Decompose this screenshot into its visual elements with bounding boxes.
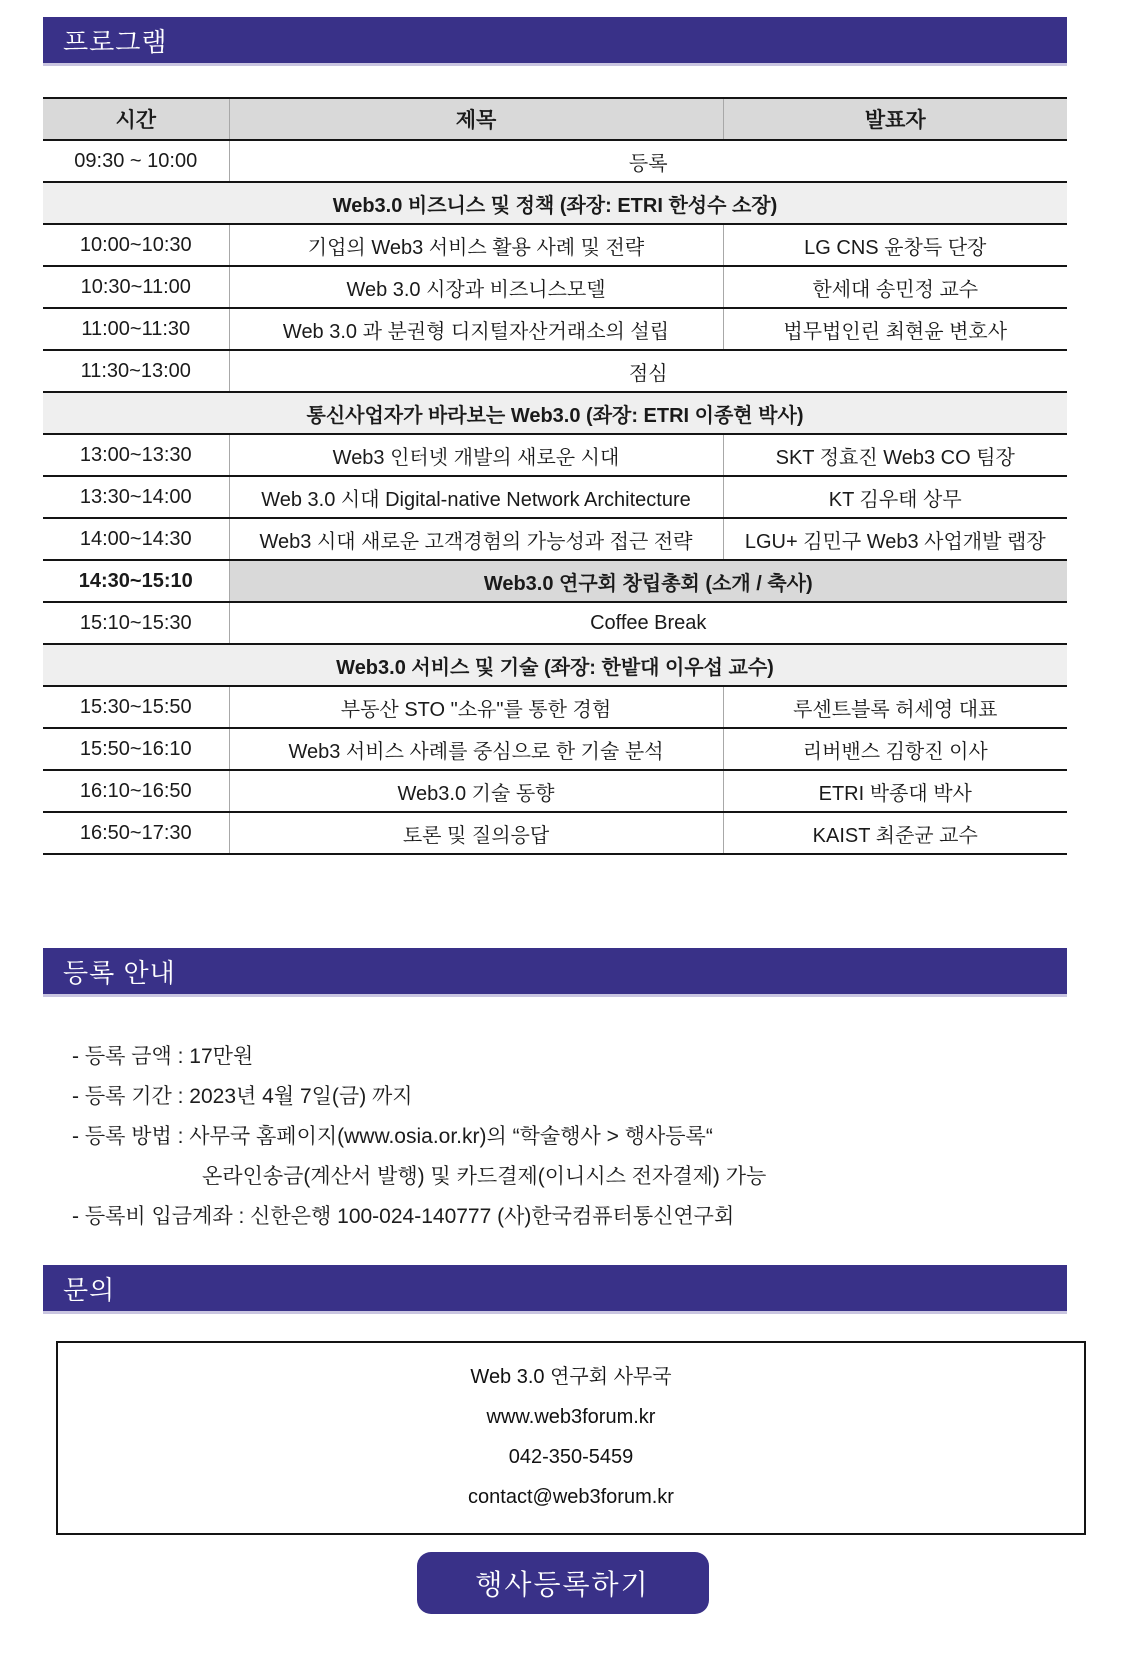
title-cell: Web3 시대 새로운 고객경험의 가능성과 접근 전략 (229, 518, 723, 560)
registration-line: - 등록 금액 : 17만원 (72, 1045, 254, 1068)
time-cell: 16:10~16:50 (43, 770, 229, 812)
contact-line: contact@web3forum.kr (468, 1486, 674, 1508)
presenter-cell: 한세대 송민정 교수 (812, 278, 979, 301)
section-row (43, 182, 1067, 224)
time-cell: 15:10~15:30 (43, 602, 229, 644)
registration-section-title: 등록 안내 (63, 957, 176, 988)
title-cell: Web 3.0 시대 Digital-native Network Architecture (229, 476, 723, 518)
program-section-title: 프로그램 (63, 26, 168, 57)
merged-cell: Coffee Break (590, 611, 707, 634)
presenter-cell: KAIST 최준균 교수 (812, 824, 978, 847)
title-cell: Web3.0 기술 동향 (229, 770, 723, 812)
session-row (43, 434, 1067, 476)
session-row (43, 266, 1067, 308)
session-row (43, 308, 1067, 350)
inquiry-section-title: 문의 (63, 1274, 116, 1305)
program-section-header (43, 17, 1067, 66)
time-cell: 11:30~13:00 (43, 350, 229, 392)
presenter-cell: LG CNS 윤창득 단장 (804, 236, 987, 259)
time-cell: 16:50~17:30 (43, 812, 229, 854)
table-header-cell: 시간 (43, 98, 229, 140)
presenter-cell: 법무법인린 최현윤 변호사 (783, 320, 1008, 343)
title-cell: Web 3.0 과 분권형 디지털자산거래소의 설립 (229, 308, 723, 350)
table-header-cell: 발표자 (723, 98, 1067, 140)
assembly-row (43, 560, 1067, 602)
merged-row (43, 350, 1067, 392)
section-row (43, 644, 1067, 686)
registration-line: 온라인송금(계산서 발행) 및 카드결제(이니시스 전자결제) 가능 (202, 1165, 767, 1188)
presenter-cell: LGU+ 김민구 Web3 사업개발 랩장 (744, 530, 1046, 553)
session-row (43, 476, 1067, 518)
time-cell: 13:30~14:00 (43, 476, 229, 518)
table-header-row (43, 98, 1067, 140)
merged-row (43, 140, 1067, 182)
registration-section-header (43, 948, 1067, 997)
title-cell: Web 3.0 시장과 비즈니스모델 (229, 266, 723, 308)
registration-line: - 등록 방법 : 사무국 홈페이지(www.osia.or.kr)의 “학술행사 > 행사등록“ (72, 1125, 713, 1148)
merged-cell: 점심 (628, 362, 668, 385)
program-table-head (43, 98, 1067, 140)
time-cell: 15:30~15:50 (43, 686, 229, 728)
register-button[interactable]: 행사등록하기 (417, 1552, 709, 1614)
program-table (43, 97, 1067, 855)
contact-line: www.web3forum.kr (486, 1406, 656, 1428)
time-cell: 14:30~15:10 (43, 560, 229, 602)
presenter-cell: ETRI 박종대 박사 (818, 782, 972, 805)
title-cell: 부동산 STO "소유"를 통한 경험 (229, 686, 723, 728)
merged-cell: 등록 (628, 152, 668, 175)
time-cell: 15:50~16:10 (43, 728, 229, 770)
section-title-cell: 통신사업자가 바라보는 Web3.0 (좌장: ETRI 이종현 박사) (43, 392, 1067, 434)
session-row (43, 728, 1067, 770)
program-table-body (43, 140, 1067, 854)
section-title-cell: Web3.0 서비스 및 기술 (좌장: 한밭대 이우섭 교수) (43, 644, 1067, 686)
presenter-cell: SKT 정효진 Web3 CO 팀장 (775, 446, 1015, 469)
inquiry-section-header (43, 1265, 1067, 1314)
presenter-cell: 리버밴스 김항진 이사 (802, 740, 988, 763)
table-header-cell: 제목 (229, 98, 723, 140)
contact-line: Web 3.0 연구회 사무국 (470, 1366, 672, 1388)
presenter-cell: KT 김우태 상무 (828, 488, 962, 511)
session-row (43, 812, 1067, 854)
contact-box (56, 1341, 1086, 1535)
time-cell: 14:00~14:30 (43, 518, 229, 560)
time-cell: 10:30~11:00 (43, 266, 229, 308)
section-title-cell: Web3.0 비즈니스 및 정책 (좌장: ETRI 한성수 소장) (43, 182, 1067, 224)
session-row (43, 224, 1067, 266)
session-row (43, 770, 1067, 812)
time-cell: 13:00~13:30 (43, 434, 229, 476)
presenter-cell: 루센트블록 허세영 대표 (793, 698, 998, 721)
title-cell: 토론 및 질의응답 (229, 812, 723, 854)
title-cell: 기업의 Web3 서비스 활용 사례 및 전략 (229, 224, 723, 266)
session-row (43, 518, 1067, 560)
time-cell: 09:30 ~ 10:00 (43, 140, 229, 182)
time-cell: 10:00~10:30 (43, 224, 229, 266)
event-program-page (43, 0, 1067, 1535)
section-row (43, 392, 1067, 434)
contact-line: 042-350-5459 (508, 1446, 634, 1468)
merged-cell: Web3.0 연구회 창립총회 (소개 / 축사) (229, 560, 1067, 602)
registration-info (43, 1037, 1067, 1237)
register-button-row (0, 1552, 1125, 1614)
session-row (43, 686, 1067, 728)
title-cell: Web3 서비스 사례를 중심으로 한 기술 분석 (229, 728, 723, 770)
time-cell: 11:00~11:30 (43, 308, 229, 350)
registration-line: - 등록 기간 : 2023년 4월 7일(금) 까지 (72, 1085, 413, 1108)
merged-row (43, 602, 1067, 644)
registration-line: - 등록비 입금계좌 : 신한은행 100-024-140777 (사)한국컴퓨터통신연구회 (72, 1205, 735, 1228)
title-cell: Web3 인터넷 개발의 새로운 시대 (229, 434, 723, 476)
